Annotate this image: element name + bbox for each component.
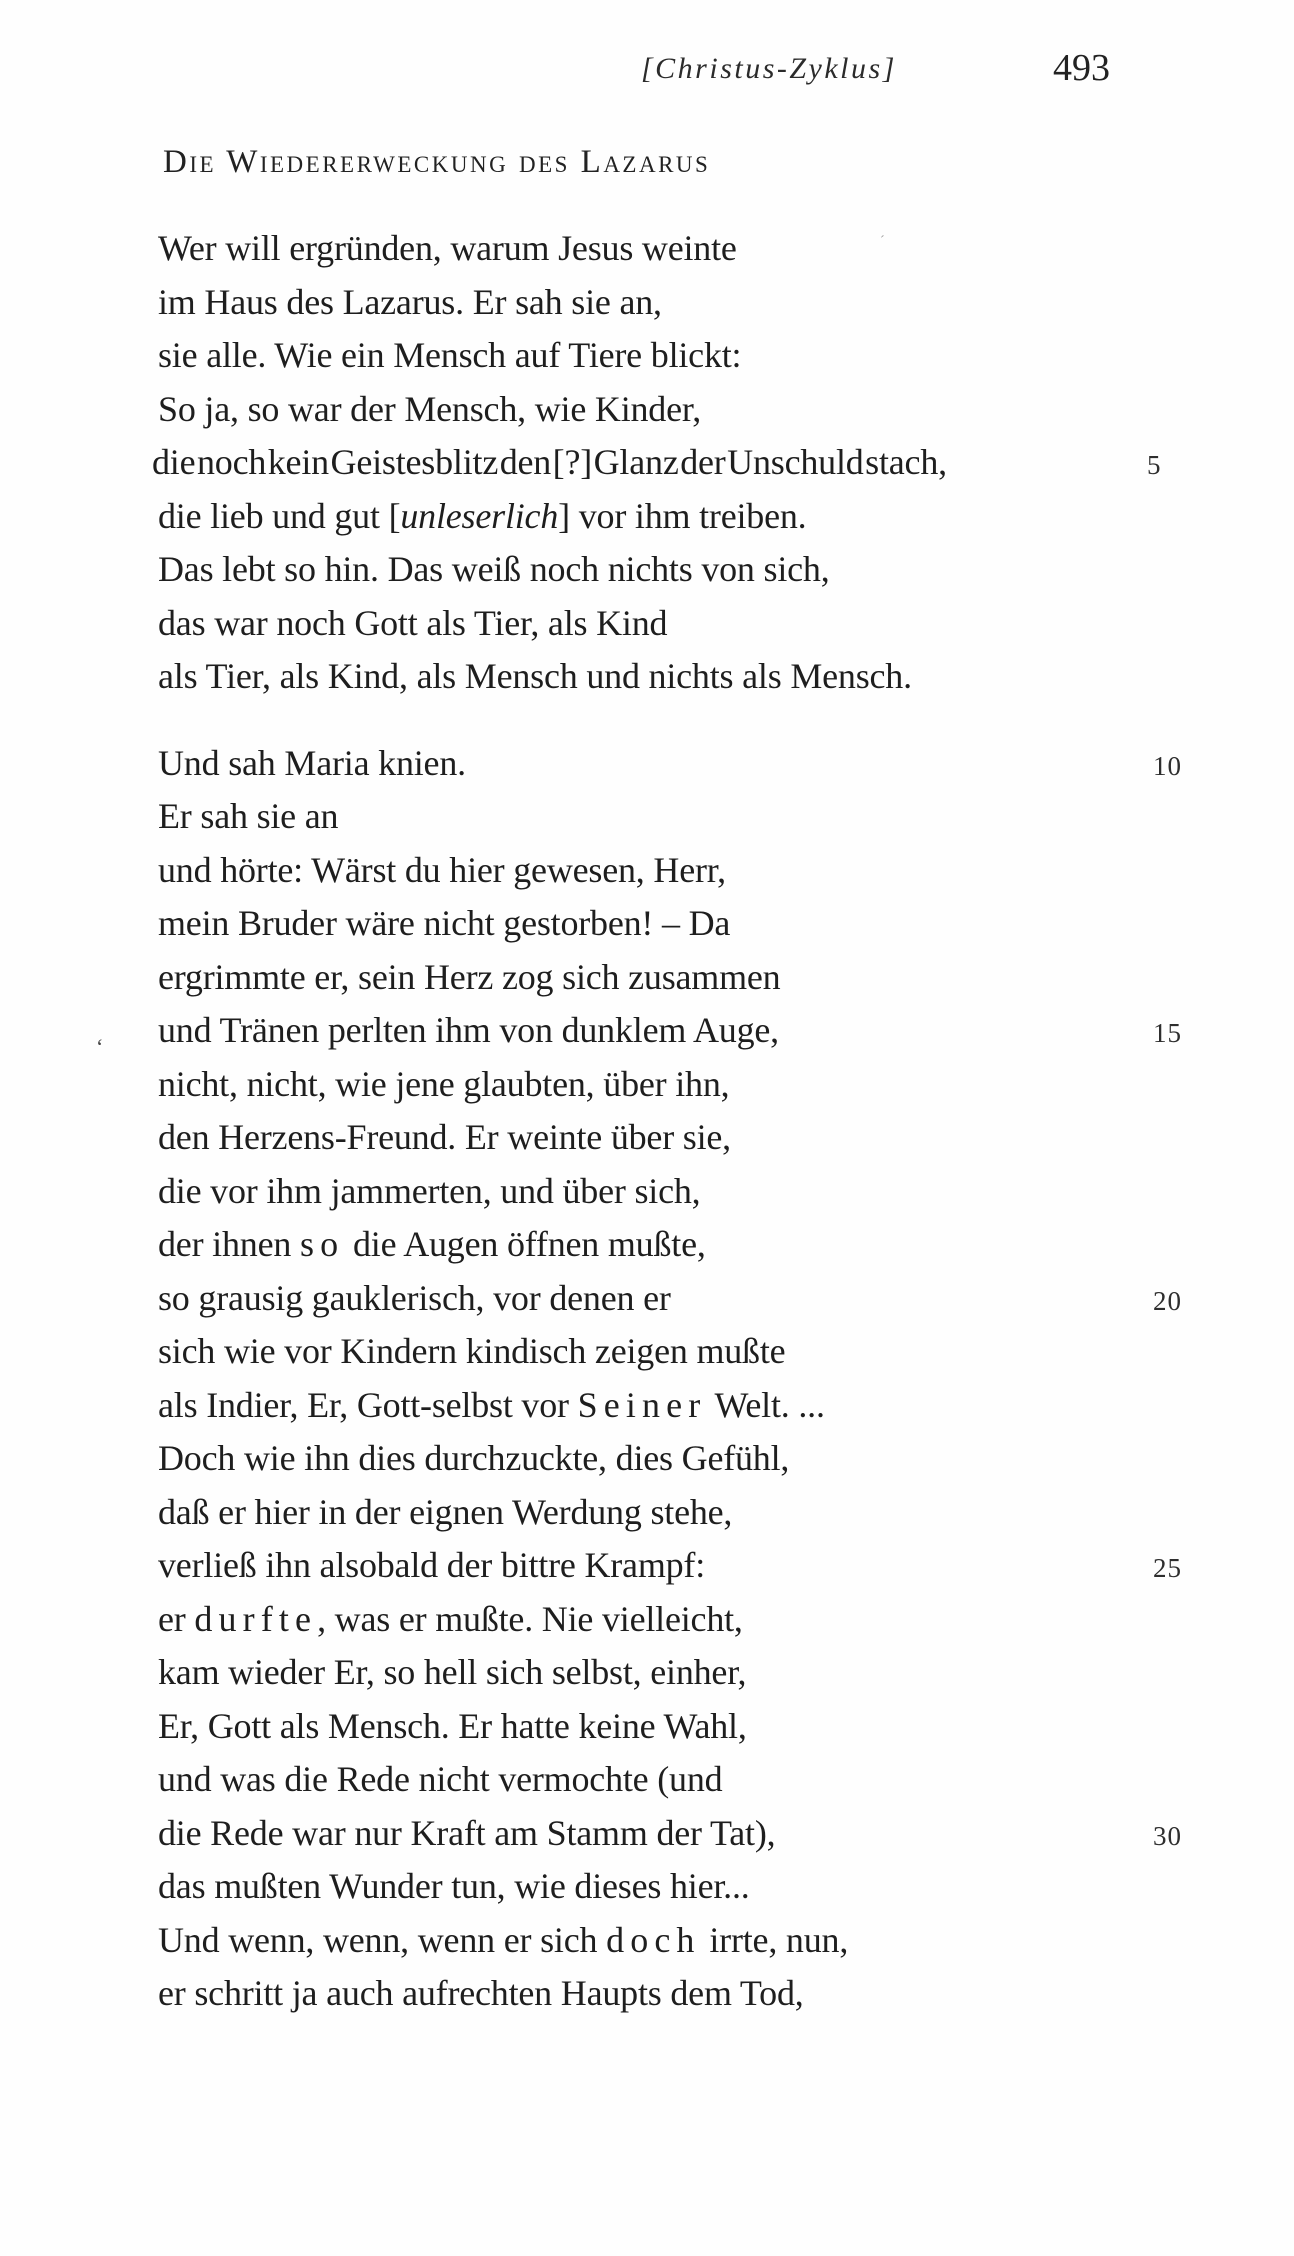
poem-line xyxy=(158,276,1238,330)
poem-text: im Haus des Lazarus. Er sah sie an, xyxy=(158,281,662,322)
poem-line xyxy=(158,543,1238,597)
poem-text: Seiner xyxy=(577,1384,707,1425)
poem-line xyxy=(158,1379,1238,1433)
poem-line xyxy=(158,1111,1238,1165)
poem-line xyxy=(158,1593,1238,1647)
poem-line xyxy=(158,1807,1238,1861)
poem-text: das mußten Wunder tun, wie dieses hier... xyxy=(158,1866,750,1906)
poem-line xyxy=(158,1700,1238,1754)
poem-text: Er sah sie an xyxy=(158,796,339,836)
poem-text: und was die Rede nicht vermochte (und xyxy=(158,1759,723,1799)
poem-text: und hörte: Wärst du hier gewesen, Herr, xyxy=(158,849,726,890)
poem-text: die Rede war nur Kraft am Stamm der Tat), xyxy=(158,1812,776,1853)
line-number: 20 xyxy=(1153,1285,1182,1316)
poem-line xyxy=(158,844,1238,898)
poem-line xyxy=(158,1539,1238,1593)
poem-text: und Tränen perlten ihm von dunklem Auge, xyxy=(158,1010,779,1050)
poem-line xyxy=(158,737,1238,791)
line-number: 30 xyxy=(1153,1820,1182,1851)
poem-text: Wer will ergründen, warum Jesus weinte xyxy=(158,228,737,268)
line-number: 10 xyxy=(1153,750,1182,781)
poem-line xyxy=(158,1165,1238,1219)
line-number: 5 xyxy=(1147,450,1162,480)
poem-line xyxy=(158,1325,1238,1379)
poem-text: unleserlich xyxy=(400,495,559,536)
poem-text: nicht, nicht, wie jene glaubten, über ihn, xyxy=(158,1063,730,1104)
poem-line xyxy=(158,1004,1238,1058)
poem-text: durfte xyxy=(194,1598,318,1639)
poem-title: Die Wiedererweckung des Lazarus xyxy=(163,144,711,180)
poem-line xyxy=(158,1272,1238,1326)
running-head: [Christus-Zyklus] xyxy=(641,52,897,85)
poem-line xyxy=(152,436,1238,490)
poem-text: ] vor ihm treiben. xyxy=(558,495,807,536)
poem-line xyxy=(158,1860,1238,1914)
poem-text: sie alle. Wie ein Mensch auf Tiere blickt: xyxy=(158,335,742,375)
poem-text: mein Bruder wäre nicht gestorben! – Da xyxy=(158,903,731,943)
poem-text: das war noch Gott als Tier, als Kind xyxy=(158,602,668,643)
poem-text: sich wie vor Kindern kindisch zeigen mußte xyxy=(158,1331,786,1371)
poem-line xyxy=(158,490,1238,544)
poem-text: so grausig gauklerisch, vor denen er xyxy=(158,1277,671,1318)
poem-text: Und sah Maria knien. xyxy=(158,742,466,783)
poem-text: Welt. ... xyxy=(706,1384,825,1425)
poem-line xyxy=(158,1218,1238,1272)
poem-text: kam wieder Er, so hell sich selbst, einher, xyxy=(158,1652,747,1692)
poem-text: die lieb und gut [ xyxy=(158,495,401,536)
poem-line xyxy=(158,597,1238,651)
poem-text: der ihnen xyxy=(158,1224,300,1264)
poem-text: die noch kein Geistesblitz den [?] Glanz der Unschuld stach, xyxy=(152,442,947,482)
poem-text: doch xyxy=(606,1919,701,1960)
poem-line xyxy=(158,222,1238,276)
page-number: 493 xyxy=(1053,47,1110,89)
poem-line xyxy=(158,1753,1238,1807)
poem-text: so xyxy=(299,1224,345,1264)
poem-line xyxy=(158,1058,1238,1112)
poem-text: er xyxy=(158,1598,195,1639)
poem-line xyxy=(158,1967,1238,2021)
poem-text: So ja, so war der Mensch, wie Kinder, xyxy=(158,388,702,429)
poem-text: verließ ihn alsobald der bittre Krampf: xyxy=(158,1545,706,1585)
poem-line xyxy=(158,383,1238,437)
poem-line xyxy=(158,951,1238,1005)
poem-text: den Herzens-Freund. Er weinte über sie, xyxy=(158,1117,731,1157)
line-number: 25 xyxy=(1153,1553,1182,1583)
poem-line xyxy=(158,1432,1238,1486)
poem-line xyxy=(158,1646,1238,1700)
scan-margin-mark: ʻ xyxy=(96,1034,104,1059)
poem-line xyxy=(158,1914,1238,1968)
poem-line xyxy=(158,897,1238,951)
poem-text: daß er hier in der eignen Werdung stehe, xyxy=(158,1491,733,1532)
poem-text: als Tier, als Kind, als Mensch und nichts als Mensch. xyxy=(158,656,912,696)
poem-text: die vor ihm jammerten, und über sich, xyxy=(158,1170,701,1211)
scan-dust-mark: ˊ xyxy=(880,234,885,249)
poem-text: irrte, nun, xyxy=(700,1919,849,1960)
poem-text: die Augen öffnen mußte, xyxy=(344,1224,706,1264)
poem-text: Das lebt so hin. Das weiß noch nichts von sich, xyxy=(158,549,830,589)
poem-line xyxy=(158,1486,1238,1540)
poem-text: als Indier, Er, Gott-selbst vor xyxy=(158,1384,578,1425)
poem-text: Er, Gott als Mensch. Er hatte keine Wahl, xyxy=(158,1705,747,1746)
poem-line xyxy=(158,790,1238,844)
line-number: 15 xyxy=(1153,1018,1182,1048)
poem-text: Und wenn, wenn, wenn er sich xyxy=(158,1919,607,1960)
poem-text: er schritt ja auch aufrechten Haupts dem Tod, xyxy=(158,1973,804,2013)
poem-line xyxy=(158,329,1238,383)
poem-text: Doch wie ihn dies durchzuckte, dies Gefühl, xyxy=(158,1438,790,1478)
poem-line xyxy=(158,650,1238,704)
poem-text: ergrimmte er, sein Herz zog sich zusammen xyxy=(158,956,781,997)
poem xyxy=(152,222,1238,2021)
poem-text: , was er mußte. Nie vielleicht, xyxy=(317,1598,743,1639)
